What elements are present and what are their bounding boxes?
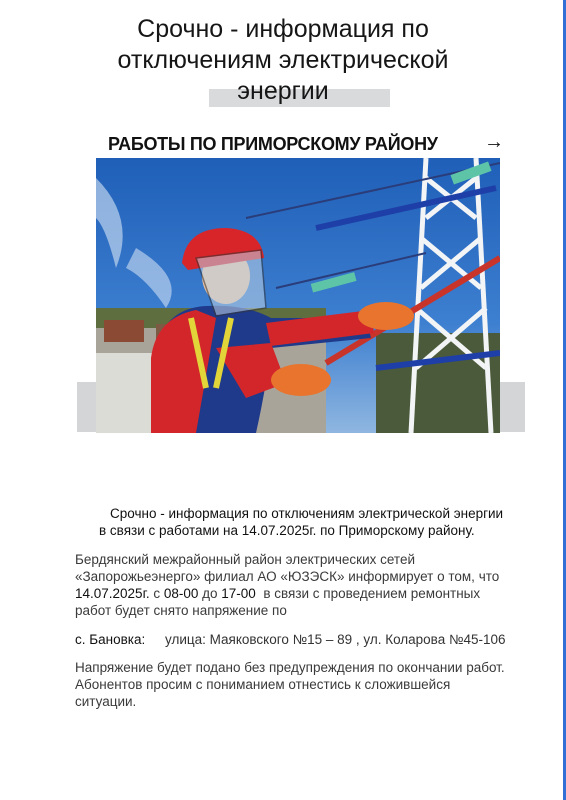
outage-date: 14.07.2025г.: [75, 586, 150, 601]
notice-header-line-1: Срочно - информация по отключениям электрической энергии: [110, 506, 504, 521]
title-line-3: энергии: [237, 77, 329, 105]
arrow-right-icon: →: [484, 131, 504, 153]
page-title: [0, 14, 566, 107]
intro-line-2: «Запорожьеэнерго» филиал АО «ЮЗЭСК» информирует о том, что: [75, 569, 500, 584]
text-c: с: [149, 586, 164, 601]
intro-paragraph: [75, 551, 535, 619]
electrician-photo: [96, 158, 500, 433]
address-line: [75, 631, 545, 648]
notice-line-1: Напряжение будет подано без предупреждения по окончании работ.: [75, 660, 505, 675]
address-streets: улица: Маяковского №15 – 89 , ул. Коларова №45-106: [164, 632, 506, 647]
notice-line-3: ситуации.: [75, 694, 137, 709]
notice-header-line-2: в связи с работами на 14.07.2025г. по Приморскому району.: [99, 523, 475, 538]
text-do: до: [198, 586, 222, 601]
section-subtitle: РАБОТЫ ПО ПРИМОРСКОМУ РАЙОНУ: [108, 134, 438, 154]
intro-line-4: работ будет снято напряжение по: [75, 603, 287, 618]
address-place: с. Бановка:: [75, 632, 146, 647]
notice-line-2: Абонентов просим с пониманием отнестись к сложившейся: [75, 677, 451, 692]
title-line-2: отключениям электрической: [117, 46, 449, 74]
intro-after-time: в связи с проведением ремонтных: [255, 586, 481, 601]
time-to: 17-00: [221, 586, 256, 601]
closing-notice: [75, 659, 545, 710]
time-from: 08-00: [163, 586, 199, 601]
intro-line-1: Бердянский межрайонный район электрических сетей: [75, 552, 416, 567]
intro-line-3: [75, 585, 535, 602]
notice-header: [99, 505, 540, 539]
title-line-1: Срочно - информация по: [137, 15, 429, 43]
